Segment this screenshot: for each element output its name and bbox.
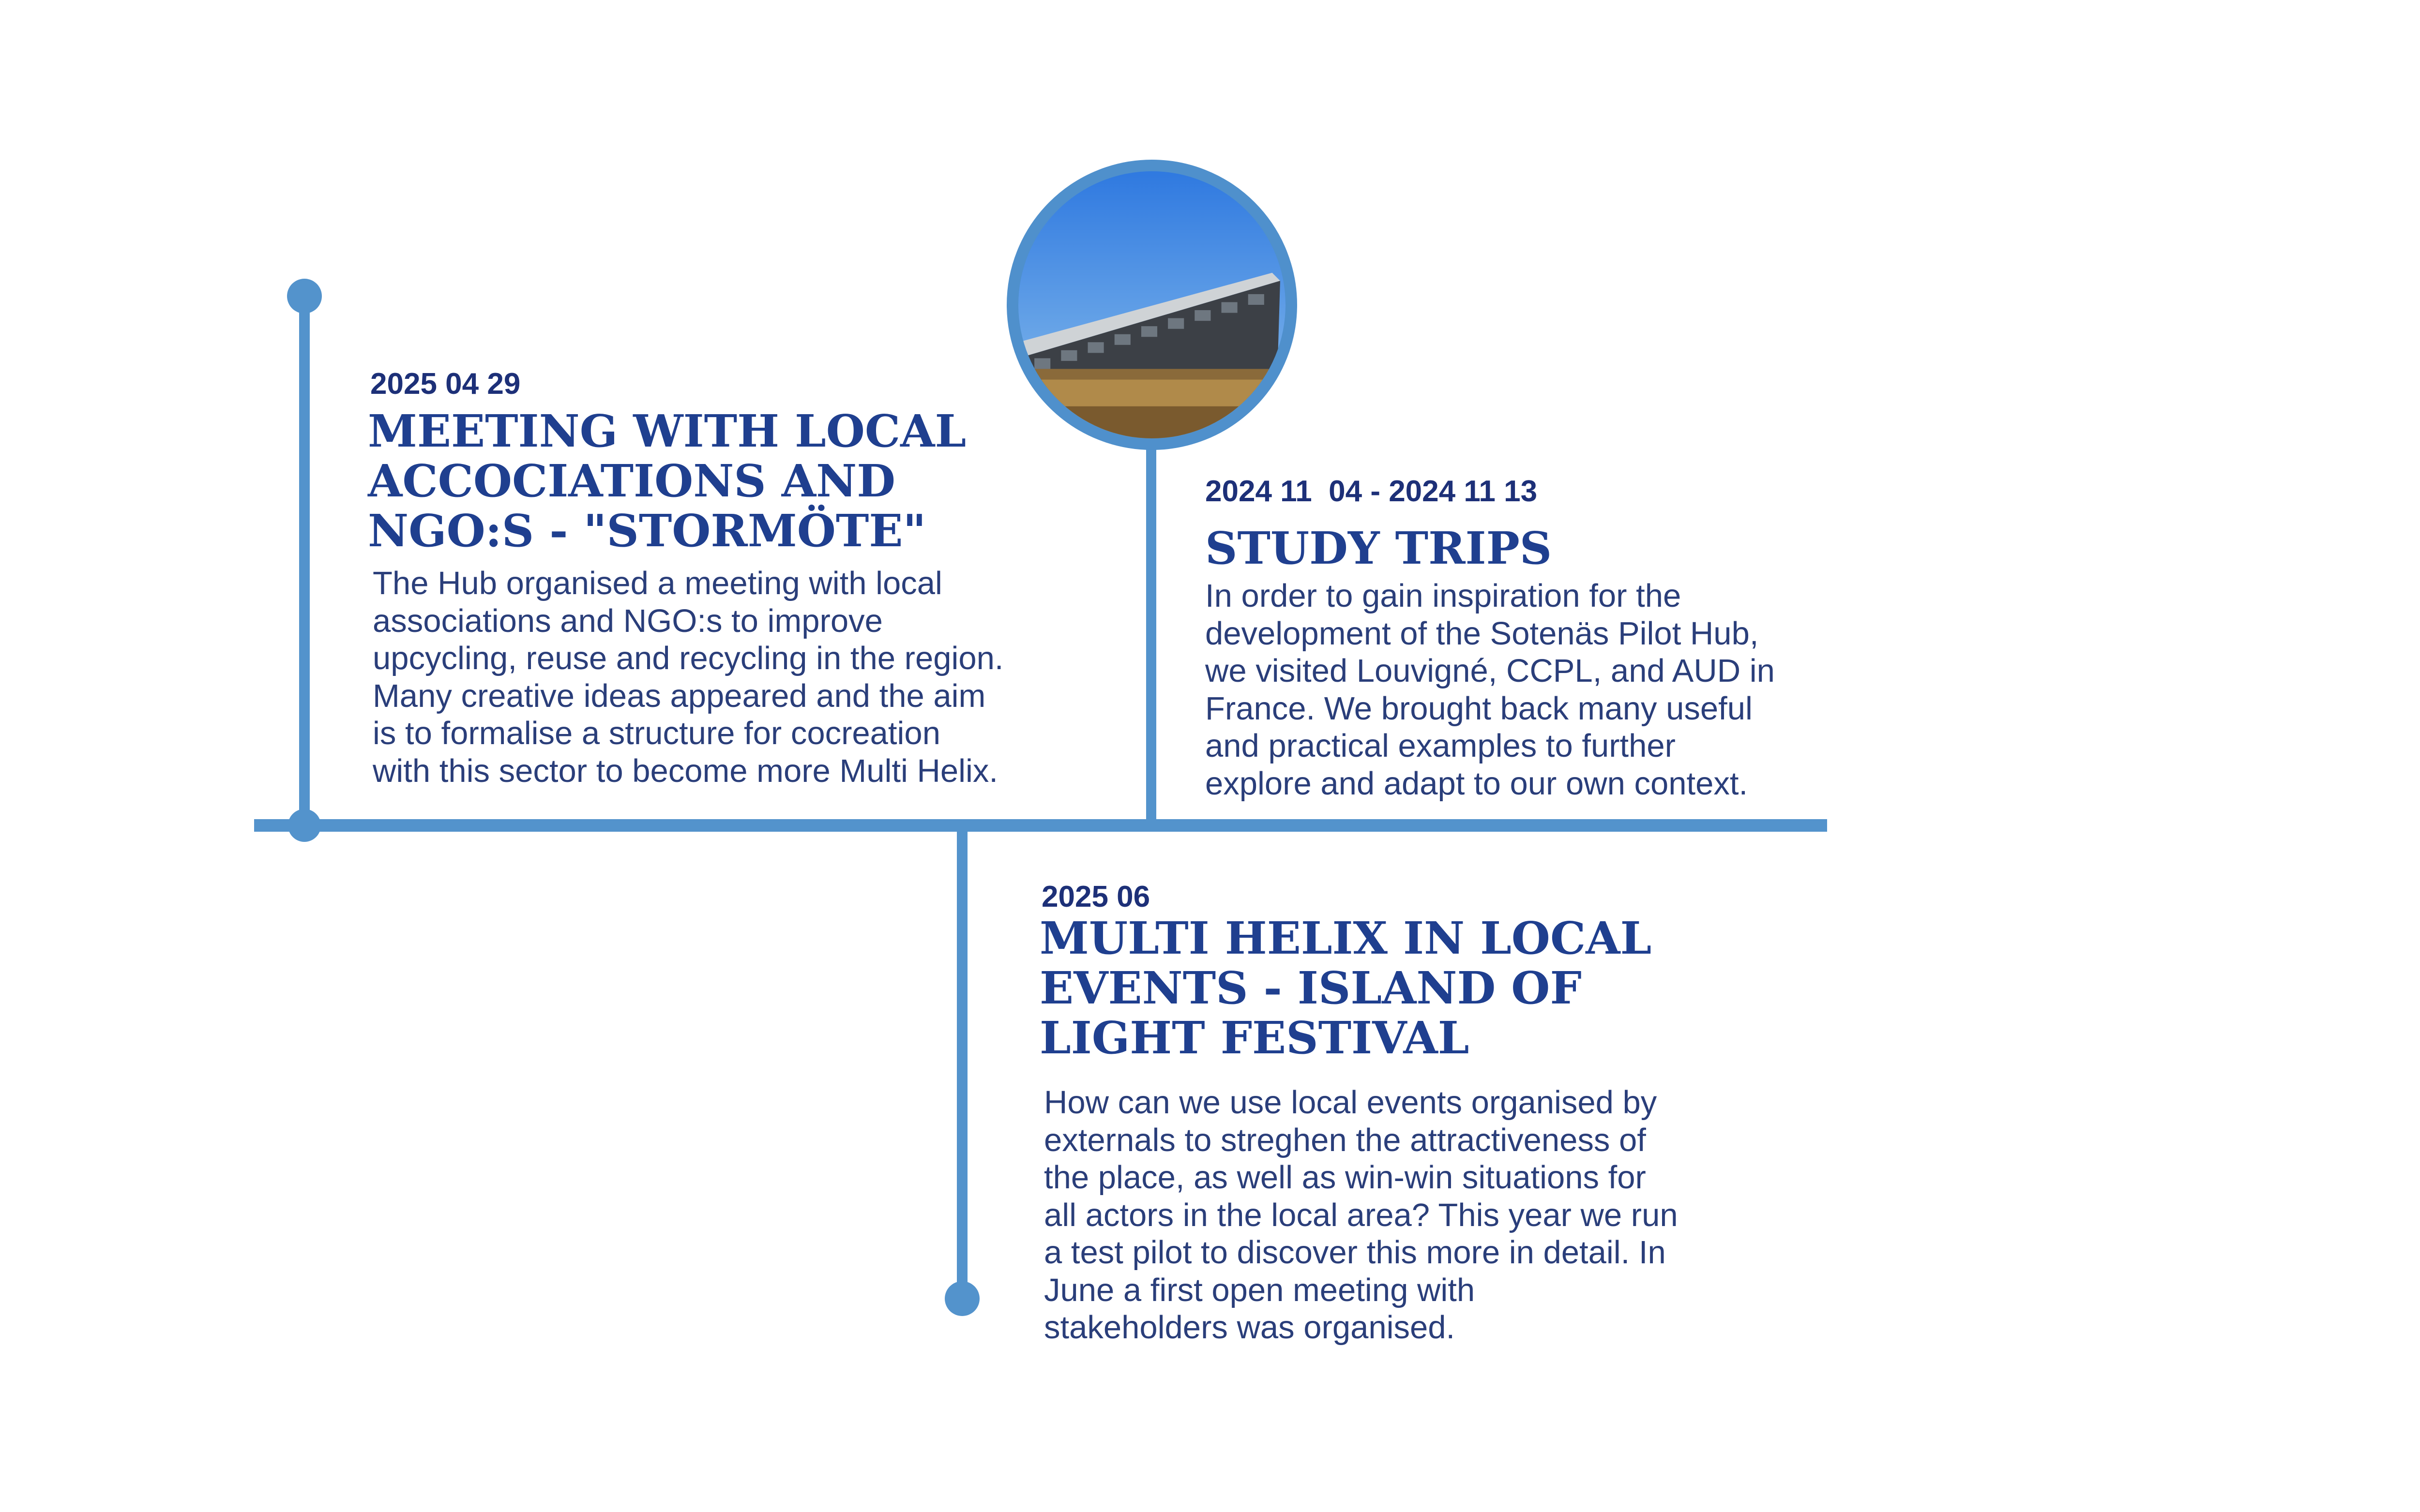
event-1-description-line: with this sector to become more Multi Helix.: [373, 752, 998, 789]
event-1-date: 2025 04 29: [370, 367, 521, 401]
event-1-description-line: upcycling, reuse and recycling in the region.: [373, 640, 1004, 676]
event-2-description-line: we visited Louvigné, CCPL, and AUD in: [1205, 653, 1775, 689]
event-2-description-line: explore and adapt to our own context.: [1205, 765, 1748, 802]
event-2-description-line: France. We brought back many useful: [1205, 690, 1753, 727]
event-3-description: [1044, 1084, 1678, 1347]
event-3-stem: [957, 830, 968, 1297]
event-3-description-line: externals to streghen the attractiveness of: [1044, 1122, 1646, 1158]
event-3-description-line: How can we use local events organised by: [1044, 1084, 1657, 1121]
event-2-description: [1205, 577, 1775, 802]
event-1-end-dot: [287, 279, 322, 314]
event-2-stem: [1146, 435, 1156, 825]
timeline-axis: [254, 819, 1827, 832]
event-2-description-line: In order to gain inspiration for the: [1205, 578, 1681, 614]
event-3-title-line: MULTI HELIX IN LOCAL: [1040, 912, 1652, 964]
event-3-title-line: EVENTS - ISLAND OF: [1040, 962, 1582, 1014]
event-1-description-line: Many creative ideas appeared and the aim: [373, 677, 986, 714]
event-1-description-line: is to formalise a structure for cocreation: [373, 715, 940, 751]
event-1-stem: [299, 295, 310, 841]
event-2-description-line: and practical examples to further: [1205, 728, 1676, 764]
event-2-title: [1205, 524, 1552, 573]
event-1-description-line: The Hub organised a meeting with local: [373, 565, 942, 601]
event-1-title-line: MEETING WITH LOCAL: [368, 405, 967, 457]
event-2-description-line: development of the Sotenäs Pilot Hub,: [1205, 615, 1759, 652]
event-1-axis-dot: [288, 809, 321, 842]
event-3-title-line: LIGHT FESTIVAL: [1040, 1012, 1469, 1064]
event-2-title-line: STUDY TRIPS: [1205, 522, 1552, 574]
event-3-end-dot: [945, 1281, 980, 1316]
event-1-description: [373, 565, 1004, 790]
event-3-title: [1040, 913, 1651, 1063]
event-1-description-line: associations and NGO:s to improve: [373, 602, 883, 639]
event-3-description-line: stakeholders was organised.: [1044, 1309, 1455, 1346]
event-2-date: 2024 11 04 - 2024 11 13: [1205, 475, 1538, 508]
event-3-date: 2025 06: [1042, 880, 1150, 913]
building-photo: [1007, 160, 1297, 450]
event-3-description-line: the place, as well as win-win situations for: [1044, 1159, 1646, 1196]
event-1-title: [368, 406, 966, 556]
event-3-description-line: a test pilot to discover this more in detail. In: [1044, 1234, 1666, 1271]
event-1-title-line: ACCOCIATIONS AND: [368, 455, 896, 507]
event-3-description-line: June a first open meeting with: [1044, 1272, 1475, 1308]
event-3-description-line: all actors in the local area? This year we run: [1044, 1197, 1678, 1233]
event-1-title-line: NGO:S - "STORMÖTE": [368, 505, 926, 557]
